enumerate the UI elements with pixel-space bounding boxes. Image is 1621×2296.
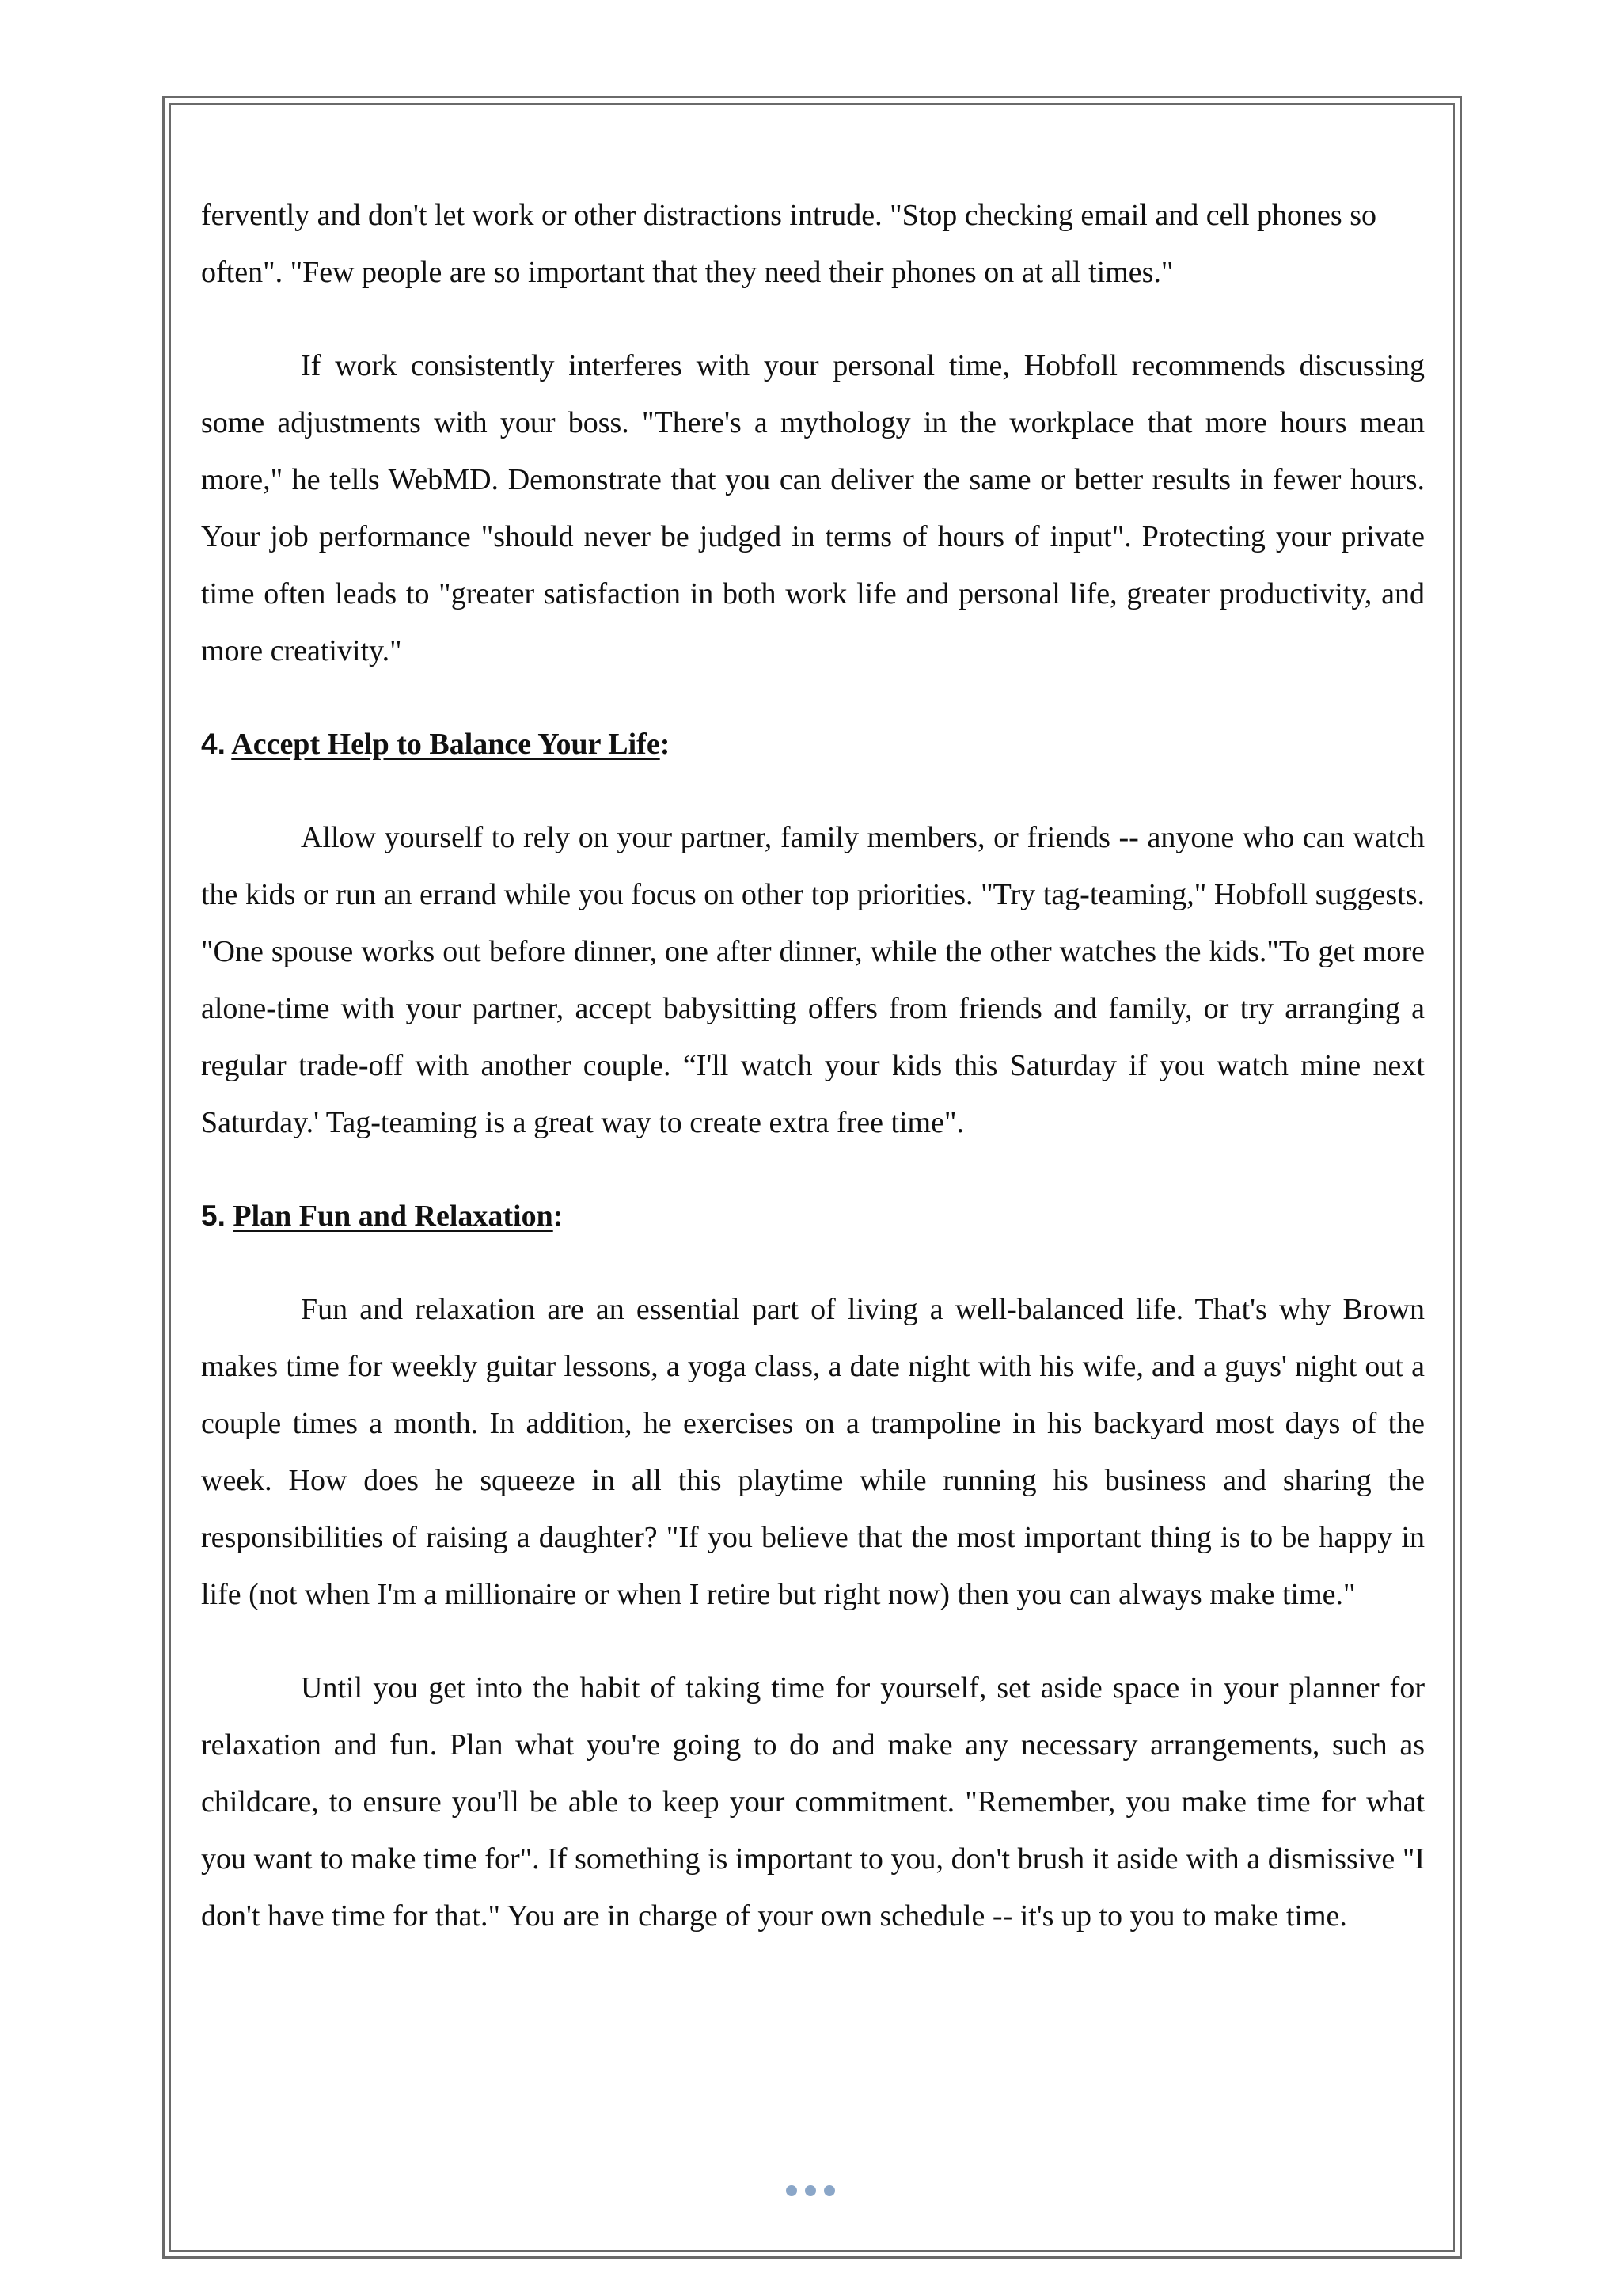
ellipsis-dots-icon: [0, 2179, 1621, 2203]
pager-dot: [824, 2185, 835, 2196]
paragraph-work-interference: If work consistently interferes with your personal time, Hobfoll recommends discussing some adjustments with your boss. "There's a mythology in the workplace that more hours mean more," he tells WebMD. Demonstrate that you can deliver the same or better results in fewer hours. Your job performance "should never be judged in terms of hours of input". Protecting your private time often leads to "greater satisfaction in both work life and personal life, greater productivity, and more creativity.": [201, 349, 1425, 667]
section-5-colon: :: [552, 1199, 564, 1233]
document-body: [201, 187, 1425, 1944]
section-4-colon: :: [659, 728, 670, 761]
section-4-heading: [201, 716, 1425, 773]
pager-dot: [786, 2185, 797, 2196]
section-5-title: Plan Fun and Relaxation: [233, 1199, 553, 1233]
section-4-number: 4.: [201, 728, 226, 760]
section-4-paragraph: Allow yourself to rely on your partner, family members, or friends -- anyone who can watch the kids or run an errand while you focus on other top priorities. "Try tag-teaming," Hobfoll suggests. "One spouse works out before dinner, one after dinner, while the other watches the kids."To get more alone-time with your partner, accept babysitting offers from friends and family, or try arranging a regular trade-off with another couple. “I'll watch your kids this Saturday if you watch mine next Saturday.' Tag-teaming is a great way to create extra free time".: [201, 821, 1425, 1139]
section-5-number: 5.: [201, 1199, 226, 1232]
section-4-title: Accept Help to Balance Your Life: [231, 728, 660, 761]
section-5-paragraph-1: Fun and relaxation are an essential part of living a well-balanced life. That's why Brown makes time for weekly guitar lessons, a yoga class, a date night with his wife, and a guys' night out a couple times a month. In addition, he exercises on a trampoline in his backyard most days of the week. How does he squeeze in all this playtime while running his business and sharing the responsibilities of raising a daughter? "If you believe that the most important thing is to be happy in life (not when I'm a millionaire or when I retire but right now) then you can always make time.": [201, 1293, 1425, 1611]
section-5-heading: [201, 1188, 1425, 1245]
opening-paragraph: fervently and don't let work or other distractions intrude. "Stop checking email and cell phones so often". "Few people are so important that they need their phones on at all times.": [201, 199, 1376, 289]
pager-dot: [805, 2185, 816, 2196]
section-5-paragraph-2: Until you get into the habit of taking time for yourself, set aside space in your planner for relaxation and fun. Plan what you're going to do and make any necessary arrangements, such as childcare, to ensure you'll be able to keep your commitment. "Remember, you make time for what you want to make time for". If something is important to you, don't brush it aside with a dismissive "I don't have time for that." You are in charge of your own schedule -- it's up to you to make time.: [201, 1671, 1425, 1933]
